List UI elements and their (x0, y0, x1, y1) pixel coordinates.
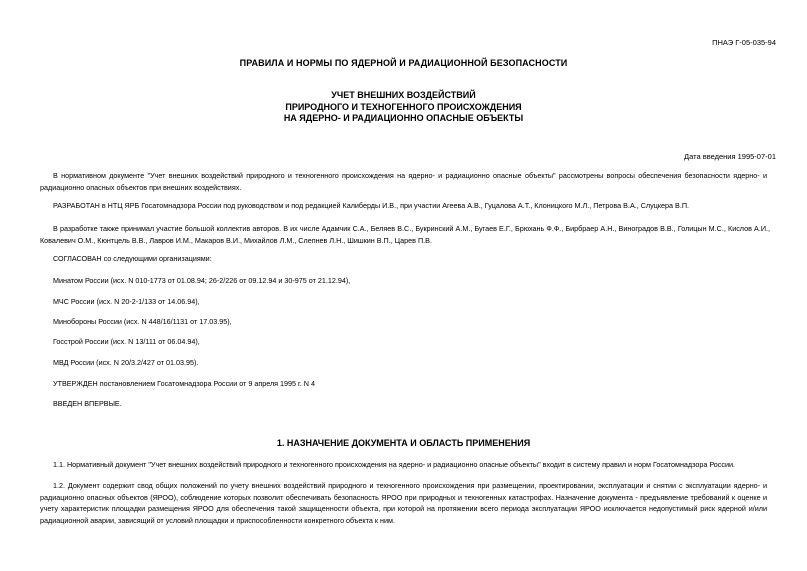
first-introduced: ВВЕДЕН ВПЕРВЫЕ. (53, 399, 122, 408)
effective-date: Дата введения 1995-07-01 (684, 152, 776, 161)
document-code: ПНАЭ Г-05-035-94 (712, 38, 776, 47)
participants-paragraph: В разработке также принимал участие большой коллектив авторов. В их числе Адамчик С.А., Беляев В.С., Букринский А.М., Бугаев Е.Г., Брюхань Ф.Ф., Бирбраер А.Н., Виноградов В.В., Голицын М.С., Кислов А.И., Ковалевич О.М., Кюнтцель В.В., Лавров И.М., Макаров В.И., Михайлов Л.М., Слепнев Л.Н., Шишкин В.П., Царев П.В. (40, 224, 770, 245)
developed-paragraph: РАЗРАБОТАН в НТЦ ЯРБ Госатомнадзора России под руководством и под редакцией Калиберды И.В., при участии Агеева А.В., Гуцалова А.Т., Клоницкого М.Л., Петрова В.А., Слуцкера В.П. (53, 201, 689, 210)
document-title (0, 90, 807, 125)
approved-paragraph: УТВЕРЖДЕН постановлением Госатомнадзора России от 9 апреля 1995 г. N 4 (53, 379, 315, 388)
agreement-minoborony: Минобороны России (исх. N 448/16/1131 от 17.03.95), (53, 317, 232, 326)
section-1-2: 1.2. Документ содержит свод общих положений по учету внешних воздействий природного и техногенного происхождения при размещении, проектировании, эксплуатации и снятии с эксплуатации ядерно- и радиационно опасных объектов (ЯРОО), соблюдение которых позволит обеспечивать безопасность ЯРОО при природных и техногенных катастрофах. Назначение документа - предъявление требований к оценке и учету характеристик площадки размещения ЯРОО для обеспечения такой защищенности объекта, при которой на протяжении всего периода эксплуатации ЯРОО исключается недопустимый риск ядерной и/или радиационной аварии, зависящий от условий площадки и приспособленности конкретного объекта к ним. (40, 481, 767, 525)
agreed-paragraph: СОГЛАСОВАН со следующими организациями: (53, 254, 212, 263)
title-line: НА ЯДЕРНО- И РАДИАЦИОННО ОПАСНЫЕ ОБЪЕКТЫ (283, 113, 524, 123)
title-line: ПРИРОДНОГО И ТЕХНОГЕННОГО ПРОИСХОЖДЕНИЯ (285, 101, 522, 112)
intro-paragraph: В нормативном документе "Учет внешних воздействий природного и техногенного происхождения на ядерно- и радиационно опасные объекты" рассмотрены вопросы обеспечения безопасности ядерно- и радиационно опасных объектов при внешних воздействиях. (40, 171, 767, 192)
title-line: УЧЕТ ВНЕШНИХ ВОЗДЕЙСТВИЙ (331, 90, 476, 100)
agreement-minatom: Минатом России (исх. N 010-1773 от 01.08.94; 26-2/226 от 09.12.94 и 30-975 от 21.12.94), (53, 276, 351, 285)
agreement-gosstroy: Госстрой России (исх. N 13/111 от 06.04.94), (53, 337, 200, 346)
section-1-1: 1.1. Нормативный документ "Учет внешних воздействий природного и техногенного происхождения на ядерно- и радиационно опасные объекты" входит в систему правил и норм Госатомнадзора России. (53, 460, 736, 469)
agreement-mvd: МВД России (исх. N 20/3.2/427 от 01.03.95). (53, 358, 199, 367)
agreement-mchs: МЧС России (исх. N 20-2-1/133 от 14.06.94), (53, 297, 200, 306)
main-heading: ПРАВИЛА И НОРМЫ ПО ЯДЕРНОЙ И РАДИАЦИОННОЙ БЕЗОПАСНОСТИ (239, 58, 568, 68)
section-1-title: 1. НАЗНАЧЕНИЕ ДОКУМЕНТА И ОБЛАСТЬ ПРИМЕНЕНИЯ (276, 438, 531, 448)
